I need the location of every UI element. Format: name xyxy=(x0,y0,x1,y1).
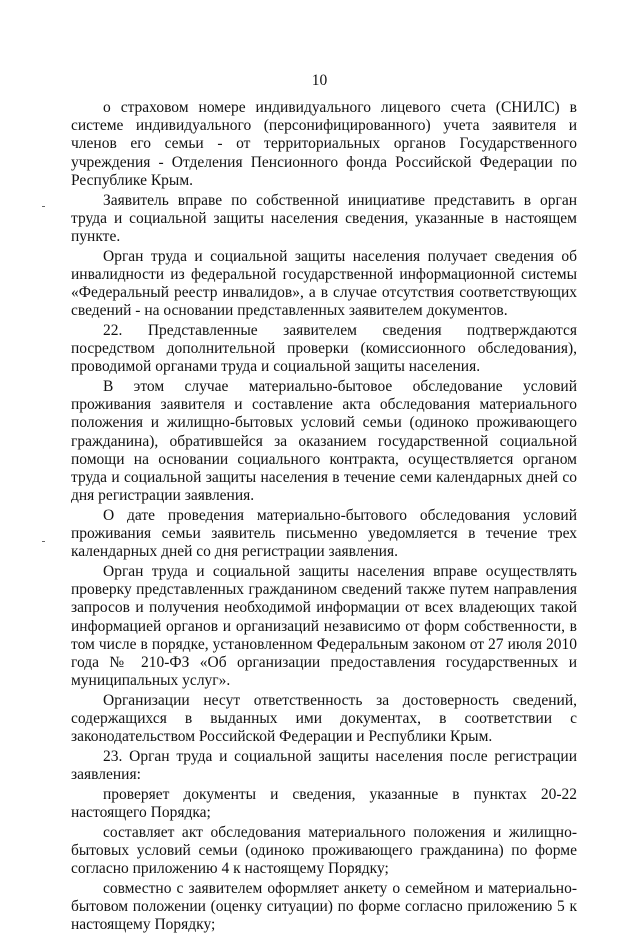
paragraph-inspection-act: составляет акт обследования материального положения и жилищно-бытовых условий семьи (одиноко проживающего гражданина) по форме согласно приложению 4 к настоящему Порядку; xyxy=(71,823,577,878)
paragraph-applicant-initiative: Заявитель вправе по собственной инициативе представить в орган труда и социальной защиты населения сведения, указанные в настоящем пункте. xyxy=(71,191,577,245)
paragraph-check-documents: проверяет документы и сведения, указанные в пунктах 20-22 настоящего Порядка; xyxy=(71,786,577,822)
paragraph-item-22: 22. Представленные заявителем сведения подтверждаются посредством дополнительной проверки (комиссионного обследования), проводимой органами труда и социальной защиты населения. xyxy=(71,321,577,376)
paragraph-snils: о страховом номере индивидуального лицевого счета (СНИЛС) в системе индивидуального (персонифицированного) учета заявителя и членов его семьи - от территориальных органов Государственного учреждения - Отделения Пенсионного фонда Российской Федерации по Республике Крым. xyxy=(71,99,577,189)
paragraph-inspection: В этом случае материально-бытовое обследование условий проживания заявителя и составление акта обследования материального положения и жилищно-бытовых условий семьи (одиноко проживающего гражданина), обратившейся за оказанием государственной социальной помощи на основании социального контракта, осуществляется органом труда и социальной защиты населения в течение семи календарных дней со дня регистрации заявления. xyxy=(71,378,577,505)
paragraph-item-23: 23. Орган труда и социальной защиты населения после регистрации заявления: xyxy=(71,748,577,784)
paragraph-organizations-responsibility: Организации несут ответственность за достоверность сведений, содержащихся в выданных ими документах, в соответствии с законодательством Российской Федерации и Республики Крым. xyxy=(71,692,577,746)
paragraph-disability-registry: Орган труда и социальной защиты населения получает сведения об инвалидности из федеральной государственной информационной системы «Федеральный реестр инвалидов», а в случае отсутствия соответствующих сведений - на основании представленных заявителем документов. xyxy=(71,247,577,320)
page-number: 10 xyxy=(311,72,328,89)
margin-mark xyxy=(42,206,45,207)
paragraph-inspection-date: О дате проведения материально-бытового обследования условий проживания семьи заявитель письменно уведомляется в течение трех календарных дней со дня регистрации заявления. xyxy=(71,506,577,561)
paragraph-requests: Орган труда и социальной защиты населения вправе осуществлять проверку представленных гражданином сведений также путем направления запросов и получения необходимой информации от всех владеющих такой информацией органов и организаций независимо от форм собственности, в том числе в порядке, установленном Федеральным законом от 27 июля 2010 года № 210-ФЗ «Об организации предоставления государственных и муниципальных услуг». xyxy=(71,563,577,690)
paragraph-questionnaire: совместно с заявителем оформляет анкету о семейном и материально-бытовом положении (оценку ситуации) по форме согласно приложению 5 к настоящему Порядку; xyxy=(71,880,577,934)
margin-mark xyxy=(42,541,45,542)
document-body xyxy=(71,99,577,935)
